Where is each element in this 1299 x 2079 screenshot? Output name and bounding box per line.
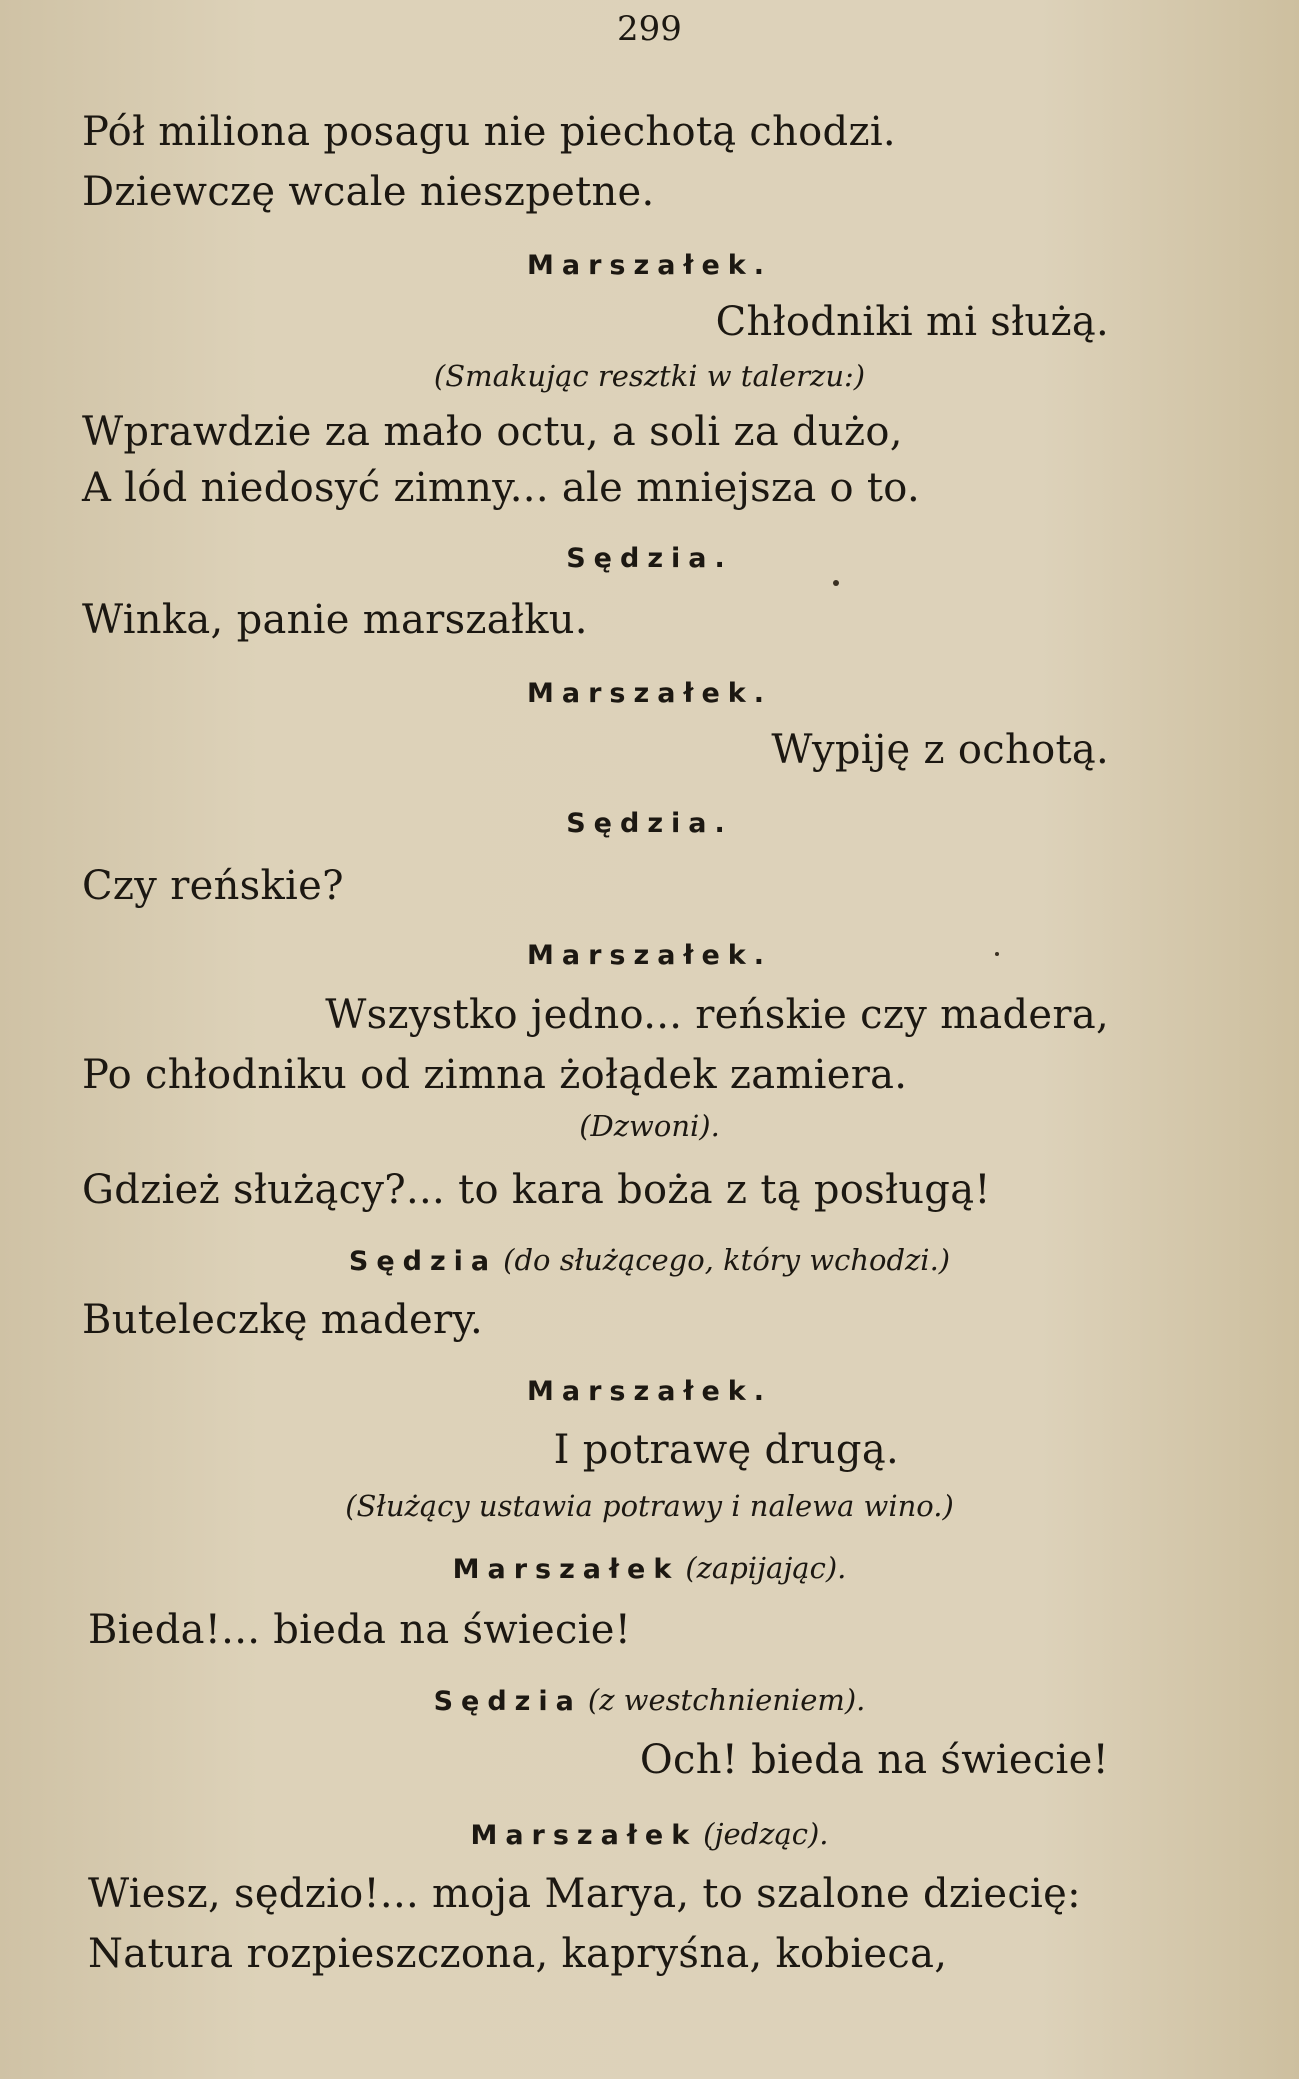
verse-line: Pół miliona posagu nie piechotą chodzi.	[82, 109, 896, 155]
verse-line: I potrawę drugą.	[553, 1427, 899, 1473]
stage-direction: (Smakując resztki w talerzu:)	[433, 359, 866, 393]
verse-line: Och! bieda na świecie!	[639, 1737, 1109, 1783]
speaker-name: Marszałek.	[527, 250, 772, 281]
verse-line: Czy reńskie?	[82, 863, 344, 909]
speaker-with-direction	[0, 1243, 1299, 1277]
verse-line: A lód niedosyć zimny... ale mniejsza o to.	[82, 465, 920, 511]
verse-line: Dziewczę wcale nieszpetne.	[82, 169, 655, 215]
paper-speck	[833, 580, 839, 586]
stage-direction: (z westchnieniem).	[587, 1683, 866, 1717]
speaker-name: Marszałek	[470, 1820, 698, 1851]
verse-line: Winka, panie marszałku.	[82, 597, 588, 643]
stage-direction: (zapijając).	[685, 1551, 847, 1585]
verse-line: Wiesz, sędzio!... moja Marya, to szalone dziecię:	[88, 1871, 1081, 1917]
verse-line: Buteleczkę madery.	[82, 1297, 484, 1343]
verse-line: Natura rozpieszczona, kapryśna, kobieca,	[88, 1931, 948, 1977]
speaker-name: Marszałek.	[527, 940, 772, 971]
speaker-name: Marszałek.	[527, 678, 772, 709]
stage-direction: (Służący ustawia potrawy i nalewa wino.)	[345, 1489, 954, 1523]
speaker-with-direction	[0, 1817, 1299, 1851]
speaker-name: Marszałek.	[527, 1376, 772, 1407]
speaker-with-direction	[0, 1683, 1299, 1717]
speaker-name: Marszałek	[452, 1554, 680, 1585]
speaker-name: Sędzia	[433, 1686, 582, 1717]
speaker-name: Sędzia.	[566, 808, 733, 839]
stage-direction: (Dzwoni).	[579, 1109, 720, 1143]
verse-line: Chłodniki mi służą.	[715, 299, 1109, 345]
stage-direction: (jedząc).	[703, 1817, 829, 1851]
stage-direction: (do służącego, który wchodzi.)	[503, 1243, 951, 1277]
speaker-name: Sędzia.	[566, 543, 733, 574]
page-number: 299	[617, 9, 682, 49]
verse-line: Wszystko jedno... reńskie czy madera,	[325, 992, 1109, 1038]
verse-line: Wprawdzie za mało octu, a soli za dużo,	[82, 409, 903, 455]
verse-line: Bieda!... bieda na świecie!	[88, 1607, 632, 1653]
paper-speck	[995, 952, 999, 956]
verse-line: Po chłodniku od zimna żołądek zamiera.	[82, 1052, 908, 1098]
speaker-name: Sędzia	[348, 1246, 498, 1277]
verse-line: Wypiję z ochotą.	[771, 727, 1109, 773]
verse-line: Gdzież służący?... to kara boża z tą posługą!	[82, 1167, 991, 1213]
speaker-with-direction	[0, 1551, 1299, 1585]
